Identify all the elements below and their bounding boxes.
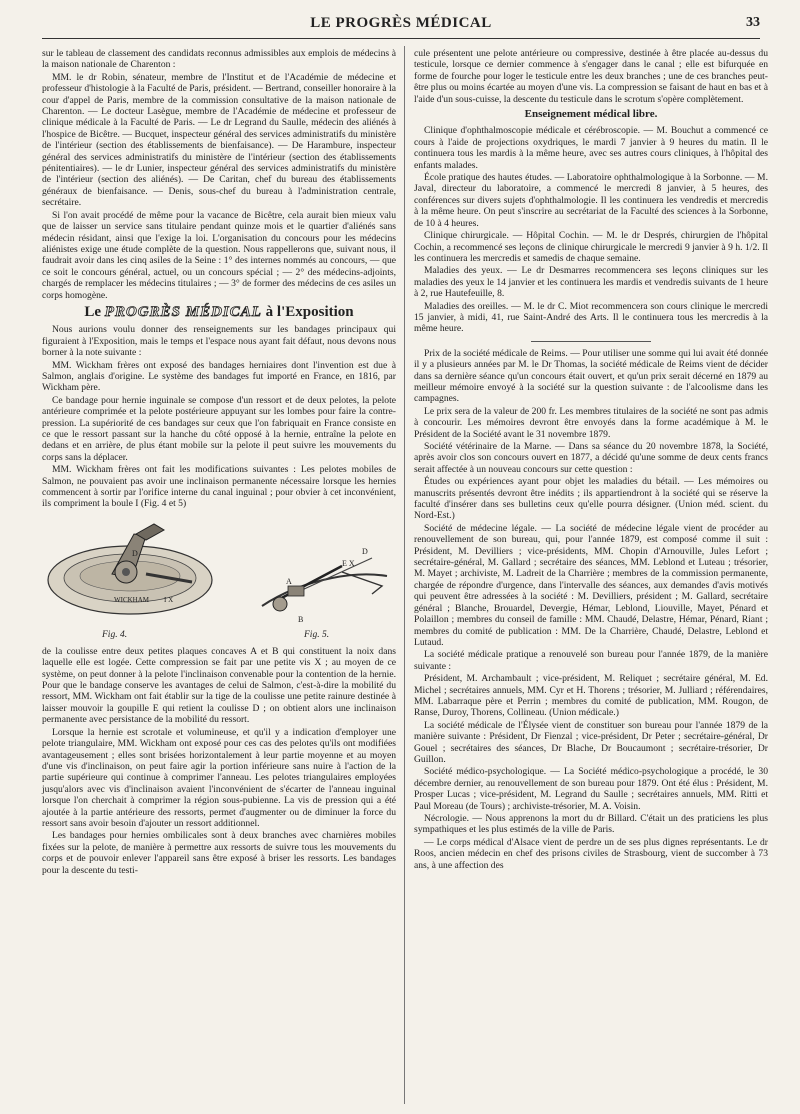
page-header	[42, 12, 760, 39]
paragraph: de la coulisse entre deux petites plaques concaves A et B qui constituent la noix dans laquelle elle est logée. Cette compression se fait par une petite vis X ; au moyen de ce système, on peut donner à la pelote l'inclinaison convenable pour la contention de la hernie. Pour que le bandage conserve les avantages de celui de Salmon, c'est-à-dire la mobilité du ressort, MM. Wickham ont fait établir sur la tige de la coulisse une petite rainure destinée à laisser mouvoir la goupille E qui retient la coulisse D ; on obtient alors une inclinaison permanente avec persistance de la mobilité du ressort.	[42, 645, 396, 726]
fig4-caption: Fig. 4.	[102, 629, 128, 640]
truss-illustration	[42, 516, 396, 628]
right-column	[414, 48, 768, 1108]
fig4-truss-pad	[48, 524, 212, 614]
paragraph: Les bandages pour hernies ombilicales sont à deux branches avec charnières mobiles fixées sur la pelote, de manière à permettre aux ressorts de suivre tous les mouvements du corps et de pouvoir enlever l'appareil sans être exposé à briser les ressorts. Les bandages pour la descente du testi-	[42, 830, 396, 876]
paragraph: Clinique chirurgicale. — Hôpital Cochin. — M. le dr Després, chirurgien de l'hôpital Cochin, a recommencé ses leçons de clinique chirurgicale le mercredi 9 janvier à 9 h. 1/2. Il les continuera les mercredis et samedis de chaque semaine.	[414, 230, 768, 264]
paragraph: Société de médecine légale. — La société de médecine légale vient de procéder au renouvellement de son bureau, qui, pour l'année 1879, est composé comme il suit : Président, M. Devilliers ; vice-présidents, MM. Chopin d'Arnouville, Jules Lefort ; secrétaire-général, M. Gallard ; secrétaire des séances, MM. Leblond et Luteau ; trésorier, M. Mayet ; archiviste, M. Ladreit de la Charrière ; membres de la commission permanente, chargée de répondre d'urgence, dans l'intervalle des séances, aux demandes d'avis motivés qui peuvent être adressées à la société : M. Devilliers, président ; M. Gallard, secrétaire général ; Blanche, Brouardel, Devergie, Hémar, Leblond, Liouville, Mayet, Pénard et Polaillon ; membres du conseil de famille : MM. Chaudé, Delastre, Hémar, Pénard, Riant ; membres du comité de publication : MM. De la Charrière, Chaudé, Delastre, Leblond et Lutaud.	[414, 522, 768, 648]
paragraph: Clinique d'ophthalmoscopie médicale et cérébroscopie. — M. Bouchut a commencé ce cours à l'aide de projections oxydriques, le mardi 7 janvier à 9 heures du matin. Il le continuera tous les mardis à la même heure, avec ses autres cours cliniques, à l'hôpital des enfants malades.	[414, 125, 768, 171]
section-title-enseignement: Enseignement médical libre.	[524, 108, 658, 121]
figures-block	[42, 516, 396, 644]
paragraph: Ce bandage pour hernie inguinale se compose d'un ressort et de deux pelotes, la pelote antérieure comprimée et la pelote postérieure appuyant sur les lombes pour faire la contre-pression. La supériorité de ces bandages sur ceux que l'on fabriquait en France consiste en ce que le ressort passant sur la hanche du côté opposé à la hernie, entraîne la pelote en dedans et en arrière, de plus étant mobile sur la pelote il peut suivre les mouvements du corps sans la déplacer.	[42, 394, 396, 463]
svg-text:B: B	[298, 614, 304, 624]
svg-text:E X: E X	[342, 558, 355, 568]
separator-rule	[531, 341, 651, 342]
paragraph: Nécrologie. — Nous apprenons la mort du dr Billard. C'était un des praticiens les plus sympathiques et les plus estimés de la ville de Paris.	[414, 813, 768, 836]
paragraph: Le prix sera de la valeur de 200 fr. Les membres titulaires de la société ne sont pas admis à concourir. Les mémoires devront être envoyés dans la forme académique à M. le Président de la Société avant le 31 novembre 1879.	[414, 405, 768, 440]
paragraph: Études ou expériences ayant pour objet les maladies du bétail. — Les mémoires ou manuscrits présentés devront être inédits ; ils appartiendront à la société qui se réserve la faculté d'insérer dans ses bulletins ceux qu'elle pourra désigner. (Union méd. scient. du Nord-Est.)	[414, 476, 768, 522]
fig4-engraving: WICKHAM	[114, 595, 149, 604]
column-divider	[404, 46, 405, 1104]
paragraph: MM. le dr Robin, sénateur, membre de l'Institut et de l'Académie de médecine et professeur d'histologie à la Faculté de Paris, président. — Bertrand, conseiller honoraire à la cour d'appel de Paris, membre de la commission consultative de la maison nationale de Charenton. — Le docteur Lasègue, membre de l'Académie de médecine et professeur de clinique médicale à la Faculté de Paris. — Le dr Legrand du Saulle, médecin des aliénés à l'hospice de Bicêtre. — Bucquet, inspecteur général des services administratifs du ministère de l'intérieur (section des établissements de bienfaisance). — De Harambure, inspecteur général des services administratifs du ministère de l'intérieur (section des établissements pénitentiaires). — le dr Lunier, inspecteur général des services administratifs du ministère de l'intérieur (section des aliénés). — De Caritan, chef du bureau des établissements généraux de bienfaisance. — Denis, sous-chef du bureau à l'administration centrale, secrétaire.	[42, 71, 396, 209]
paragraph: Nous aurions voulu donner des renseignements sur les bandages principaux qui figuraient à l'Exposition, mais le temps et l'espace nous ayant fait défaut, nous devons nous borner à la note suivante :	[42, 324, 396, 359]
paragraph: Lorsque la hernie est scrotale et volumineuse, et qu'il y a indication d'employer une pelote triangulaire, MM. Wickham ont exposé pour ces cas des pelotes qu'ils ont modifiées avantageusement ; elles sont brisées horizontalement à leur partie moyenne et au moyen d'une vis d'inclinaison, on peut faire agir la portion inférieure sans nuire à l'action de la partie supérieure qui continue à comprimer l'anneau. Les pelotes triangulaires employées jusqu'alors avec vis d'inclinaison avaient l'inconvénient de s'écarter de l'anneau inguinal lorsque l'on cherchait à comprimer la région sous-pubienne. La vis de pression qui a été ajoutée à la partie antérieure des ressorts, permet d'augmenter ou de diminuer la force du ressort sans avoir besoin d'ajouter un ressort additionnel.	[42, 726, 396, 829]
section-title-prefix: Le	[84, 303, 102, 320]
paragraph: Si l'on avait procédé de même pour la vacance de Bicêtre, cela aurait bien mieux valu que de laisser un service sans titulaire pendant quinze mois et le quartier d'aliénés sans médecin résidant, ainsi que l'exige la loi. L'organisation du concours pour les médecins aliénistes exige une étude complète de la question. Nous rappellerons que, suivant nous, il faudrait avoir dans les cinq asiles de la Seine : 1° des internes nommés au concours, — que ce soit le concours général, actuel, ou un concours spécial ; — 2° des médecins-adjoints, chargés de remplacer les médecins titulaires ; — 3° de former des médecins de ces asiles un corps homogène.	[42, 209, 396, 301]
fig5-spring-mechanism	[262, 547, 387, 624]
svg-text:D: D	[362, 546, 368, 556]
paragraph: Société médico-psychologique. — La Société médico-psychologique a procédé, le 30 décembre dernier, au renouvellement de son bureau pour 1879. Ont été élus : Président, M. Prosper Lucas ; vice-président, M. Legrand du Saulle ; secrétaires annuels, MM. Ritti et Paul Moreau (de Tours) ; archiviste-trésorier, M. A. Voisin.	[414, 766, 768, 812]
paragraph: Prix de la société médicale de Reims. — Pour utiliser une somme qui lui avait été donnée il y a plusieurs années par M. le Dr Thomas, la société médicale de Reims vient de décider dans sa dernière séance qu'un concours était ouvert, et qu'un prix serait décerné en 1879 au meilleur mémoire envoyé à la société sur la question suivante : de l'alcoolisme dans les campagnes.	[414, 347, 768, 405]
paragraph: sur le tableau de classement des candidats reconnus admissibles aux emplois de médecins à la maison nationale de Charenton :	[42, 48, 396, 71]
svg-text:I X: I X	[164, 595, 174, 604]
page-number: 33	[746, 15, 760, 30]
section-title-exposition	[42, 303, 396, 320]
paragraph: La société médicale pratique a renouvelé son bureau pour l'année 1879, de la manière suivante :	[414, 649, 768, 672]
paragraph: La société médicale de l'Élysée vient de constituer son bureau pour l'année 1879 de la manière suivante : Président, Dr Fienzal ; vice-président, Dr Peter ; secrétaire-général, Dr Gouel ; secrétaires des séances, Dr Blache, Dr Boucaumont ; secrétaire-trésorier, Dr Guillon.	[414, 719, 768, 765]
paragraph: École pratique des hautes études. — Laboratoire ophthalmologique à la Sorbonne. — M. Javal, directeur du laboratoire, a commencé le mercredi 8 janvier, à 5 heures, des conférences sur divers sujets d'ophthalmologie. Il les continuera les vendredis et mercredis à la même heure. On peut s'inscrire au secrétariat de la Faculté des sciences à la Sorbonne, de 10 à 4 heures.	[414, 172, 768, 229]
paragraph: Maladies des yeux. — Le dr Desmarres recommencera ses leçons cliniques sur les maladies des yeux le 14 janvier et les continuera les mardis et vendredis suivants de 1 heure à 2, rue Hautefeuille, 8.	[414, 265, 768, 300]
paragraph: Maladies des oreilles. — M. le dr C. Miot recommencera son cours clinique le mercredi 15 janvier, à midi, 41, rue Saint-André des Arts. Il le continuera tous les mercredis à la même heure.	[414, 300, 768, 335]
journal-title: LE PROGRÈS MÉDICAL	[310, 15, 492, 31]
paragraph: MM. Wickham frères ont exposé des bandages herniaires dont l'invention est due à Salmon, anglais d'origine. Le système des bandages fut importé en France, en 1816, par Wickham père.	[42, 359, 396, 394]
svg-text:D: D	[132, 548, 138, 558]
paragraph: Société vétérinaire de la Marne. — Dans sa séance du 20 novembre 1878, la Société, après avoir clos son concours ouvert en 1877, a décidé qu'une somme de deux cents francs serait affectée à un nouveau concours sur cette question :	[414, 441, 768, 475]
paragraph: cule présentent une pelote antérieure ou compressive, destinée à être placée au-dessus du testicule, lorsque ce dernier commence à s'engager dans le canal ; elle est bifurquée en forme de fourche pour loger le testicule entre les deux branches ; une de ces branches peut-être plus ou moins écartée au moyen d'une vis. La compression se faisant de haut en bas et à l'aide d'un sous-cuisse, la descente du testicule dans le scrotum s'opère complètement.	[414, 48, 768, 105]
paragraph: — Le corps médical d'Alsace vient de perdre un de ses plus dignes représentants. Le dr Roos, ancien médecin en chef des prisons civiles de Strasbourg, vient de succomber à 73 ans, à une affection des	[414, 836, 768, 871]
svg-text:A: A	[286, 576, 292, 586]
fig5-caption: Fig. 5.	[304, 629, 330, 640]
paragraph: Président, M. Archambault ; vice-président, M. Reliquet ; secrétaire général, M. Ed. Michel ; secrétaires annuels, MM. Cyr et H. Thorens ; trésorier, M. Julliard ; référendaires, MM. Labarraque père et Perrin ; membres du comité de publication, MM. Rougon, de Ranse, Duroy, Thorens, Collineau. (Union médicale.)	[414, 673, 768, 719]
paragraph: MM. Wickham frères ont fait les modifications suivantes : Les pelotes mobiles de Salmon, ne pouvaient pas avoir une inclinaison permanente nécessaire lorsque les hernies commencent à sortir par l'orifice interne du canal inguinal ; pour obvier à cet inconvénient, ils compriment la boule I (Fig. 4 et 5)	[42, 464, 396, 510]
left-column	[42, 48, 396, 1108]
section-title-outline: PROGRÈS MÉDICAL	[104, 303, 262, 320]
section-title-suffix: à l'Exposition	[265, 303, 354, 320]
